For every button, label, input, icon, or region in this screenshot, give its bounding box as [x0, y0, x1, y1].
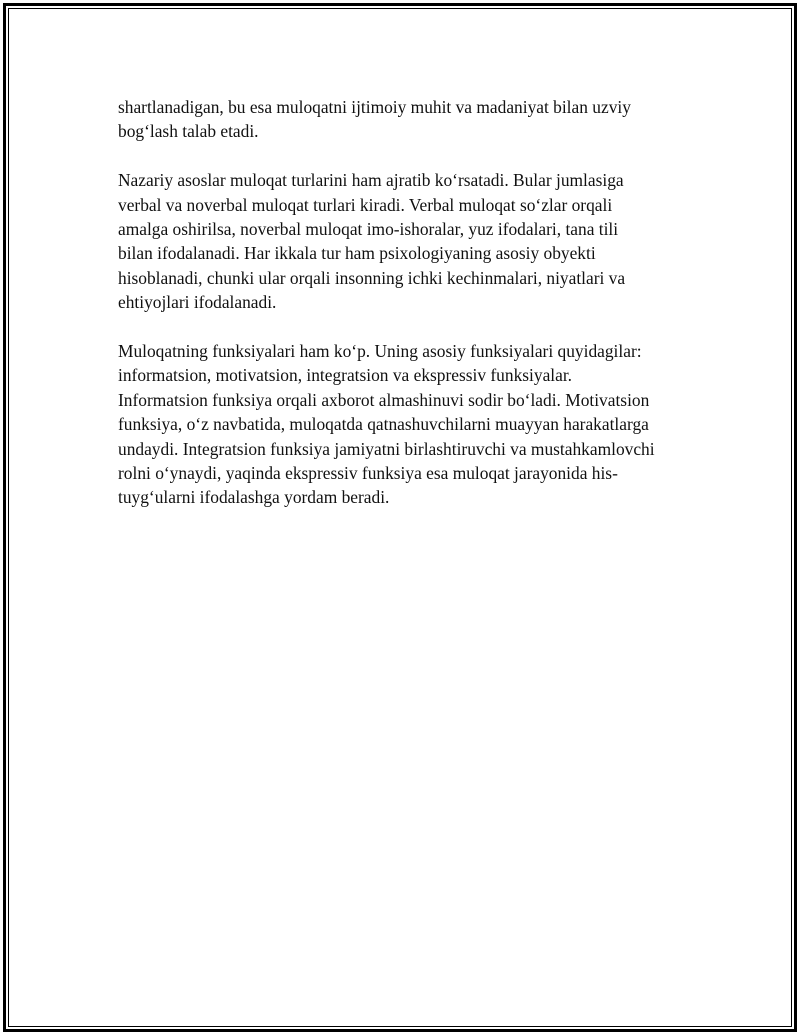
text-line: undaydi. Integratsion funksiya jamiyatni birlashtiruvchi va mustahkamlovchi [118, 438, 655, 459]
document-body [118, 95, 698, 534]
text-line: bog‘lash talab etadi. [118, 121, 259, 142]
text-line: bilan ifodalanadi. Har ikkala tur ham psixologiyaning asosiy obyekti [118, 243, 596, 264]
document-page [3, 3, 797, 1032]
text-line: verbal va noverbal muloqat turlari kiradi. Verbal muloqat so‘zlar orqali [118, 194, 613, 215]
text-line: amalga oshirilsa, noverbal muloqat imo-ishoralar, yuz ifodalari, tana tili [118, 219, 619, 240]
text-line: shartlanadigan, bu esa muloqatni ijtimoiy muhit va madaniyat bilan uzviy [118, 97, 631, 117]
text-line: Nazariy asoslar muloqat turlarini ham ajratib ko‘rsatadi. Bular jumlasiga [118, 170, 624, 191]
paragraph-3 [118, 339, 698, 510]
paragraph-2 [118, 168, 698, 314]
text-line: ehtiyojlari ifodalanadi. [118, 292, 277, 313]
text-line: hisoblanadi, chunki ular orqali insonning ichki kechinmalari, niyatlari va [118, 267, 626, 288]
text-line: tuyg‘ularni ifodalashga yordam beradi. [118, 487, 390, 508]
text-line: funksiya, o‘z navbatida, muloqatda qatnashuvchilarni muayyan harakatlarga [118, 414, 649, 435]
text-line: Informatsion funksiya orqali axborot almashinuvi sodir bo‘ladi. Motivatsion [118, 389, 650, 410]
paragraph-1 [118, 95, 698, 144]
text-line: rolni o‘ynaydi, yaqinda ekspressiv funksiya esa muloqat jarayonida his- [118, 463, 618, 484]
text-line: informatsion, motivatsion, integratsion va ekspressiv funksiyalar. [118, 365, 573, 386]
text-line: Muloqatning funksiyalari ham ko‘p. Uning asosiy funksiyalari quyidagilar: [118, 341, 642, 362]
